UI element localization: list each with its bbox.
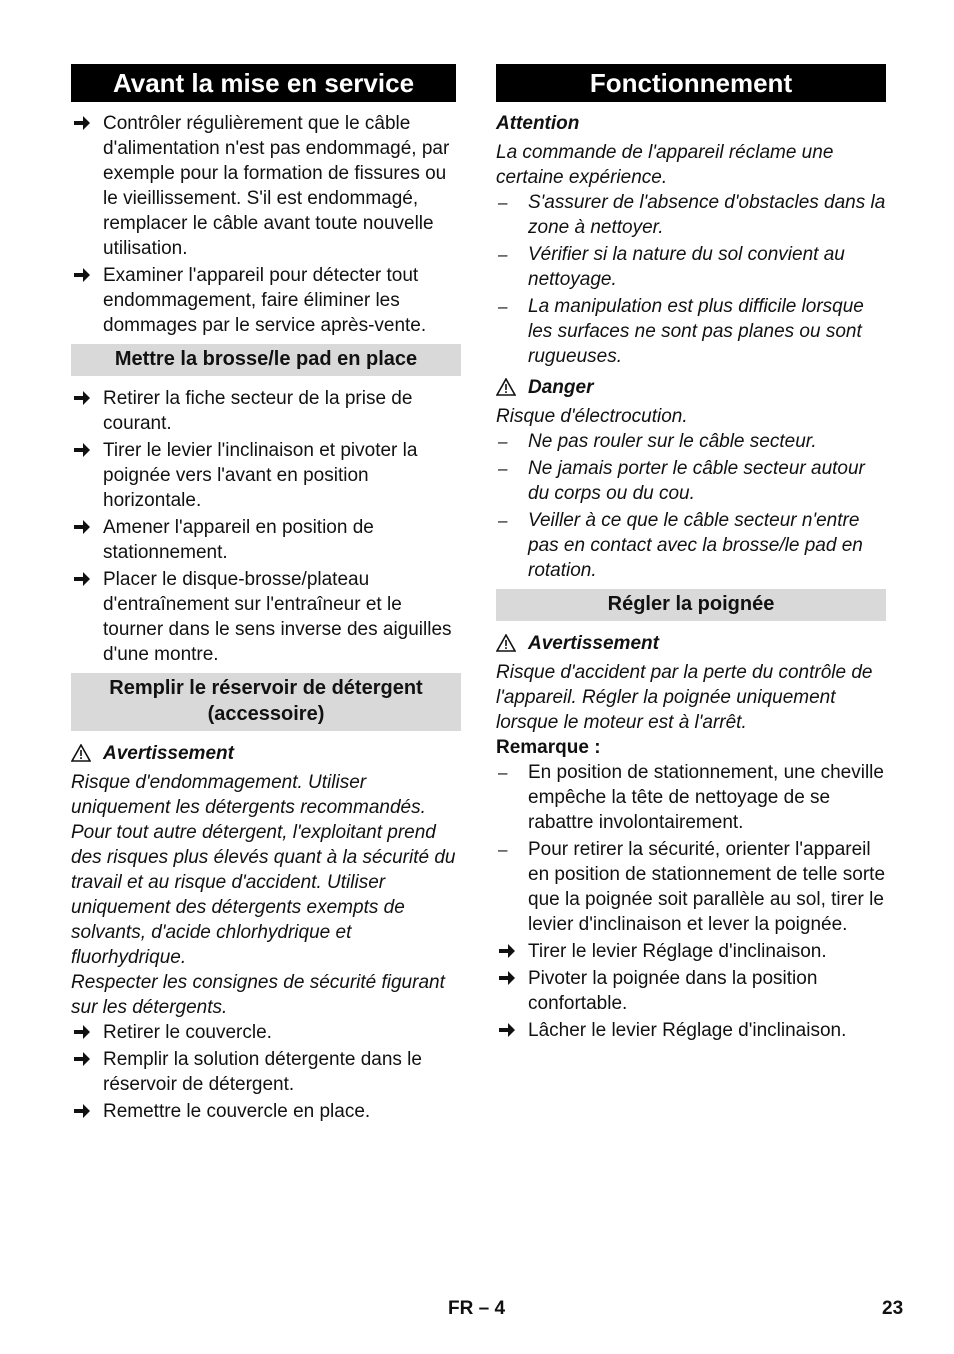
warning-label: Avertissement [496,631,886,656]
arrow-right-icon [73,266,91,284]
page-number: 23 [882,1298,904,1319]
dash-bullet: – [498,459,508,478]
warning-triangle-icon [71,744,91,762]
arrow-right-icon [498,942,516,960]
danger-label: Danger [496,375,886,400]
dash-bullet: – [498,763,508,782]
arrow-right-icon [73,1023,91,1041]
list-item: – S'assurer de l'absence d'obstacles dans la zone à nettoyer. [498,192,886,238]
arrow-right-icon [73,114,91,132]
list-item: Remplir la solution détergente dans le réservoir de détergent. [71,1047,461,1097]
warning-label: Avertissement [71,741,461,766]
subheading-adjust-handle: Régler la poignée [496,589,886,621]
section-heading-before-use: Avant la mise en service [71,64,456,102]
dash-bullet: – [498,840,508,859]
note-label: Remarque : [496,737,601,758]
arrow-right-icon [73,1102,91,1120]
section-heading-operation: Fonctionnement [496,64,886,102]
subheading-detergent-tank: Remplir le réservoir de détergent (accessoire) [71,673,461,731]
list-item: Retirer la fiche secteur de la prise de courant. [71,386,461,436]
danger-text: Risque d'électrocution. [496,406,688,427]
arrow-right-icon [73,389,91,407]
list-item: Amener l'appareil en position de stationnement. [71,515,461,565]
list-item: – En position de stationnement, une cheville empêche la tête de nettoyage de se rabattre involontairement. [498,762,884,833]
warning-triangle-icon [496,378,516,396]
list-item: – Vérifier si la nature du sol convient au nettoyage. [498,244,845,290]
arrow-right-icon [498,969,516,987]
dash-bullet: – [498,297,508,316]
dash-bullet: – [498,193,508,212]
warning-text-2: Respecter les consignes de sécurité figurant sur les détergents. [71,972,445,1018]
subheading-brush: Mettre la brosse/le pad en place [71,344,461,376]
arrow-right-icon [73,570,91,588]
dash-bullet: – [498,432,508,451]
list-item: – Pour retirer la sécurité, orienter l'appareil en position de stationnement de telle sorte que la poignée soit parallèle au sol, tirer le levier d'inclinaison et lever la poignée. [498,839,886,935]
list-item: – Veiller à ce que le câble secteur n'entre pas en contact avec la brosse/le pad en rotation. [498,510,863,581]
list-item: – Ne jamais porter le câble secteur autour du corps ou du cou. [498,458,865,504]
arrow-right-icon [498,1021,516,1039]
left-column [71,64,461,1126]
dash-bullet: – [498,245,508,264]
list-item: Tirer le levier Réglage d'inclinaison. [496,939,886,964]
list-item: Placer le disque-brosse/plateau d'entraînement sur l'entraîneur et le tourner dans le sens inverse des aiguilles d'une montre. [71,567,461,667]
list-item: Contrôler régulièrement que le câble d'alimentation n'est pas endommagé, par exemple pour la formation de fissures ou le vieillissement. S'il est endommagé, remplacer le câble avant toute nouvelle utilisation. [71,111,461,261]
warning-text: Risque d'endommagement. Utiliser uniquement les détergents recommandés. Pour tout autre détergent, l'exploitant prend des risques plus élevés quant à la sécurité du travail et au risque d'accident. Utiliser uniquement des détergents exempts de solvants, d'acide chlorhydrique et fluorhydrique. [71,772,456,968]
list-item: – La manipulation est plus difficile lorsque les surfaces ne sont pas planes ou sont rugueuses. [498,296,864,367]
dash-bullet: – [498,511,508,530]
list-item: Retirer le couvercle. [71,1020,461,1045]
warning-text: Risque d'accident par la perte du contrôle de l'appareil. Régler la poignée uniquement lorsque le moteur est à l'arrêt. [496,662,873,733]
footer-section-label: FR – 4 [448,1298,506,1319]
arrow-right-icon [73,1050,91,1068]
list-item: Tirer le levier l'inclinaison et pivoter la poignée vers l'avant en position horizontale. [71,438,461,513]
list-item: Examiner l'appareil pour détecter tout endommagement, faire éliminer les dommages par le service après-vente. [71,263,461,338]
attention-text: La commande de l'appareil réclame une certaine expérience. [496,142,834,188]
arrow-right-icon [73,441,91,459]
list-item: Pivoter la poignée dans la position confortable. [496,966,886,1016]
list-item: Remettre le couvercle en place. [71,1099,461,1124]
list-item: Lâcher le levier Réglage d'inclinaison. [496,1018,886,1043]
list-item: – Ne pas rouler sur le câble secteur. [498,431,817,452]
warning-triangle-icon [496,634,516,652]
arrow-right-icon [73,518,91,536]
right-column [496,64,886,1045]
attention-label: Attention [496,113,580,134]
